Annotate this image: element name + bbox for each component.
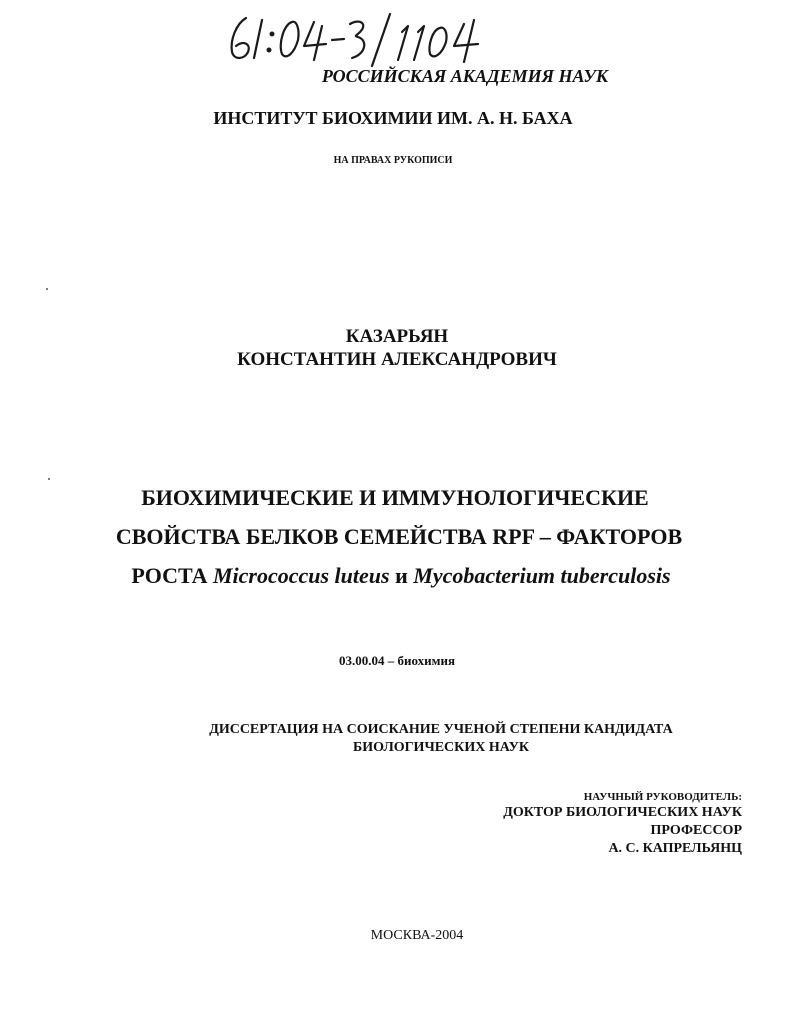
thesis-title-line-3 [2, 563, 798, 589]
supervisor-rank: ПРОФЕССОР [650, 823, 742, 838]
handwritten-archive-number-image [222, 10, 492, 68]
author-given-names: КОНСТАНТИН АЛЕКСАНДРОВИЧ [237, 349, 557, 370]
city-year: МОСКВА-2004 [370, 928, 464, 943]
institute-name: ИНСТИТУТ БИОХИМИИ ИМ. А. Н. БАХА [213, 108, 573, 128]
title-conjunction: и [389, 563, 414, 588]
dissertation-type-line-2: БИОЛОГИЧЕСКИХ НАУК [352, 740, 530, 755]
author-surname: КАЗАРЬЯН [345, 326, 449, 347]
supervisor-degree: ДОКТОР БИОЛОГИЧЕСКИХ НАУК [503, 805, 742, 820]
supervisor-label: НАУЧНЫЙ РУКОВОДИТЕЛЬ: [583, 791, 742, 803]
scan-speck [48, 478, 50, 480]
supervisor-name: А. С. КАПРЕЛЬЯНЦ [608, 841, 742, 856]
organism-micrococcus: Micrococcus luteus [212, 563, 390, 588]
organism-mycobacterium: Mycobacterium tuberculosis [413, 563, 671, 588]
thesis-title-line-2: СВОЙСТВА БЕЛКОВ СЕМЕЙСТВА RPF – ФАКТОРОВ [115, 524, 683, 549]
title-prefix: РОСТА [131, 563, 213, 588]
dissertation-type-line-1: ДИССЕРТАЦИЯ НА СОИСКАНИЕ УЧЕНОЙ СТЕПЕНИ КАНДИДАТА [209, 722, 673, 737]
rights-note: НА ПРАВАХ РУКОПИСИ [333, 155, 453, 166]
academy-name: РОССИЙСКАЯ АКАДЕМИЯ НАУК [321, 66, 609, 86]
handwritten-archive-number [222, 10, 492, 68]
scan-speck [46, 288, 48, 290]
thesis-title-line-1: БИОХИМИЧЕСКИЕ И ИММУНОЛОГИЧЕСКИЕ [141, 485, 649, 510]
specialty-code: 03.00.04 – биохимия [338, 653, 456, 668]
